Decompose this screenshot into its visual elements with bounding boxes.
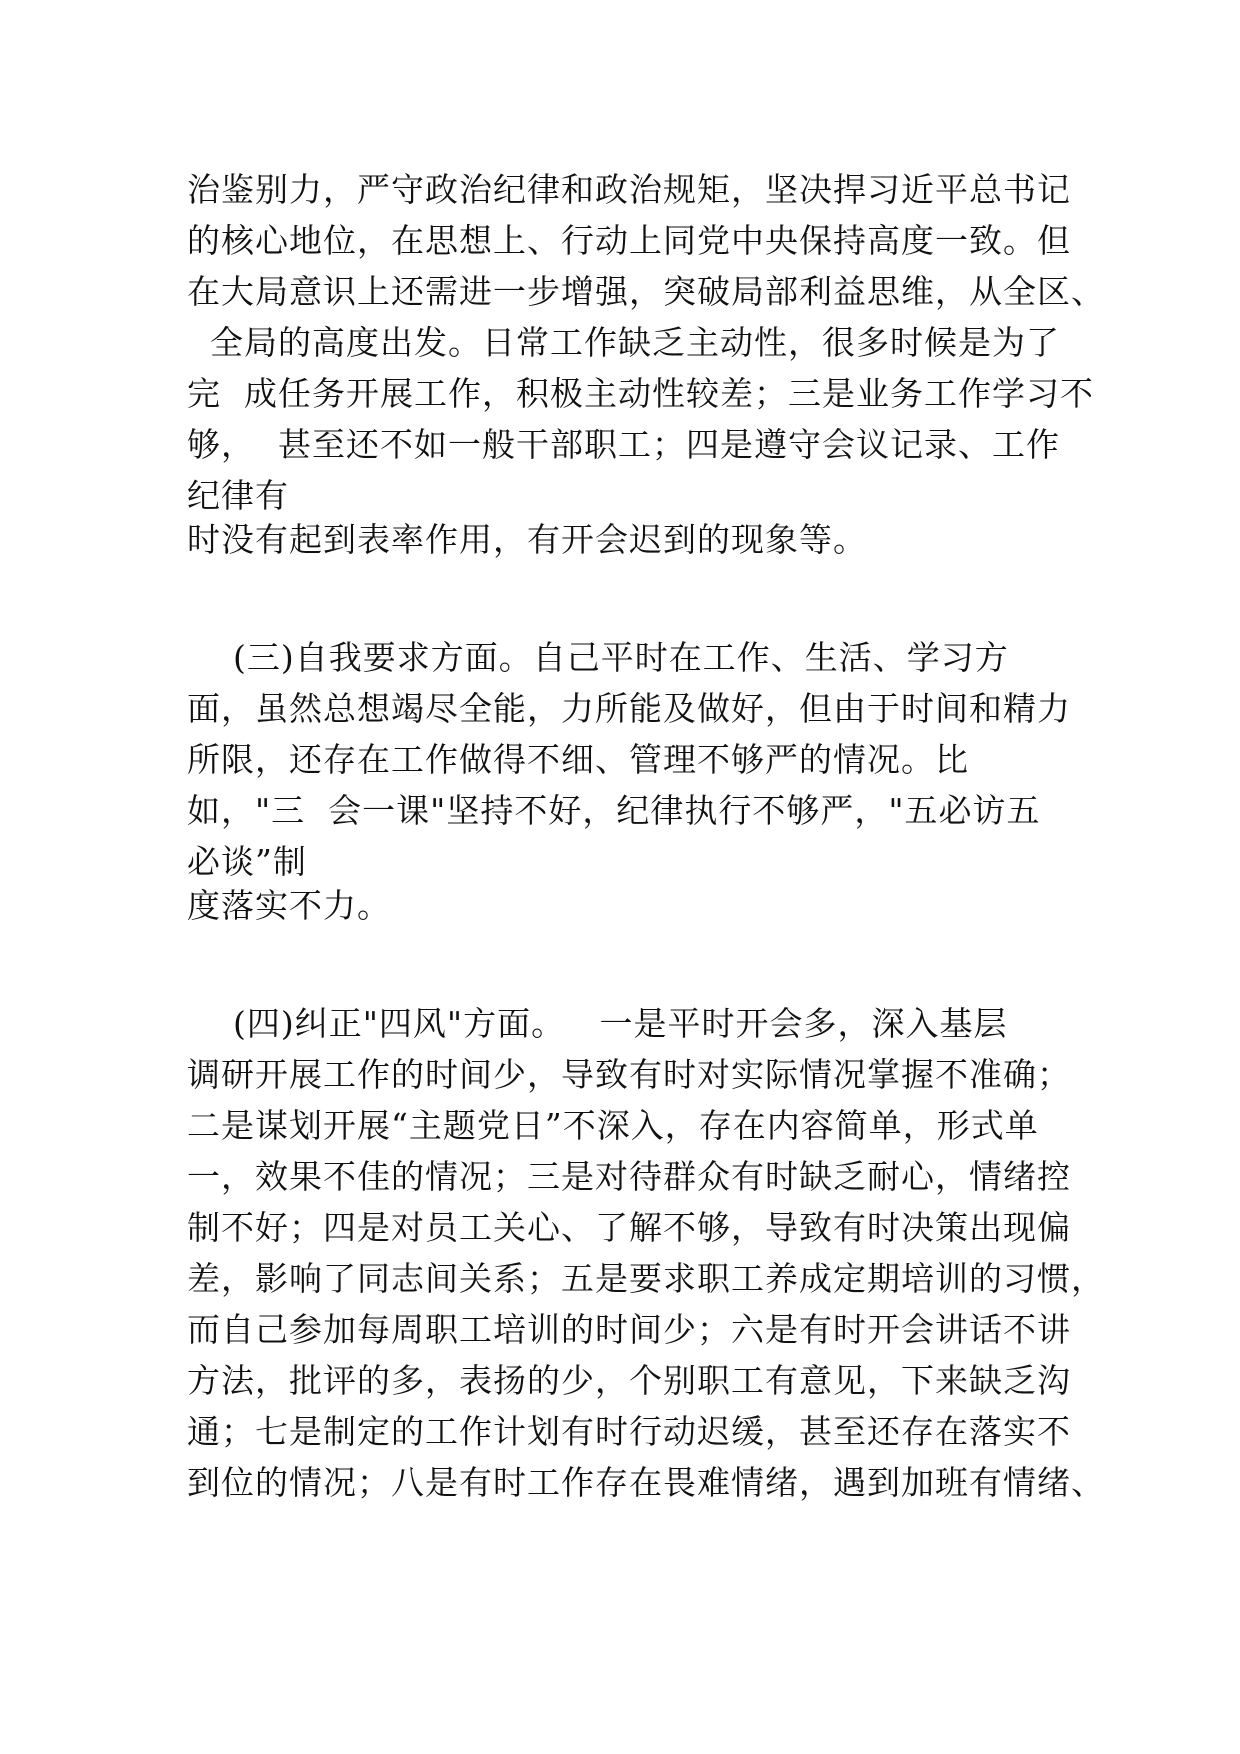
paragraph-line: 的核心地位，在思想上、行动上同党中央保持高度一致。但 [187, 221, 1071, 260]
paragraph-line: 纪律有 [187, 476, 289, 515]
section-four-heading-line: (四)纠正"四风"方面。 一是平时开会多，深入基层 [187, 1004, 1008, 1043]
paragraph-line: 完 成任务开展工作，积极主动性较差；三是业务工作学习不 [187, 374, 1094, 413]
paragraph-line: 方法，批评的多，表扬的少，个别职工有意见，下来缺乏沟 [187, 1361, 1071, 1400]
paragraph-line: 时没有起到表率作用，有开会迟到的现象等。 [187, 520, 867, 559]
paragraph-line: 面，虽然总想竭尽全能，力所能及做好，但由于时间和精力 [187, 689, 1071, 728]
paragraph-line: 度落实不力。 [187, 886, 391, 925]
paragraph-line: 在大局意识上还需进一步增强，突破局部利益思维，从全区、 [187, 272, 1105, 311]
paragraph-line: 制不好；四是对员工关心、了解不够，导致有时决策出现偏 [187, 1208, 1071, 1247]
paragraph-line: 通；七是制定的工作计划有时行动迟缓，甚至还存在落实不 [187, 1412, 1071, 1451]
paragraph-line: 而自己参加每周职工培训的时间少；六是有时开会讲话不讲 [187, 1310, 1071, 1349]
paragraph-line: 治鉴别力，严守政治纪律和政治规矩，坚决捍习近平总书记 [187, 170, 1071, 209]
paragraph-line: 如，"三 会一课"坚持不好，纪律执行不够严，"五必访五 [187, 791, 1041, 830]
paragraph-line: 一，效果不佳的情况；三是对待群众有时缺乏耐心，情绪控 [187, 1157, 1071, 1196]
paragraph-line: 到位的情况；八是有时工作存在畏难情绪，遇到加班有情绪、 [187, 1463, 1105, 1502]
paragraph-line: 差，影响了同志间关系；五是要求职工养成定期培训的习惯， [187, 1259, 1105, 1298]
paragraph-line: 所限，还存在工作做得不细、管理不够严的情况。比 [187, 740, 969, 779]
paragraph-line: 全局的高度出发。日常工作缺乏主动性，很多时候是为了 [187, 323, 1060, 362]
paragraph-line: 二是谋划开展“主题党日”不深入，存在内容简单，形式单 [187, 1106, 1039, 1145]
paragraph-line: 必谈”制 [187, 842, 307, 881]
section-three-heading-line: (三)自我要求方面。自己平时在工作、生活、学习方 [187, 638, 1009, 677]
paragraph-line: 够， 甚至还不如一般干部职工；四是遵守会议记录、工作 [187, 425, 1060, 464]
paragraph-line: 调研开展工作的时间少，导致有时对实际情况掌握不准确； [187, 1055, 1071, 1094]
